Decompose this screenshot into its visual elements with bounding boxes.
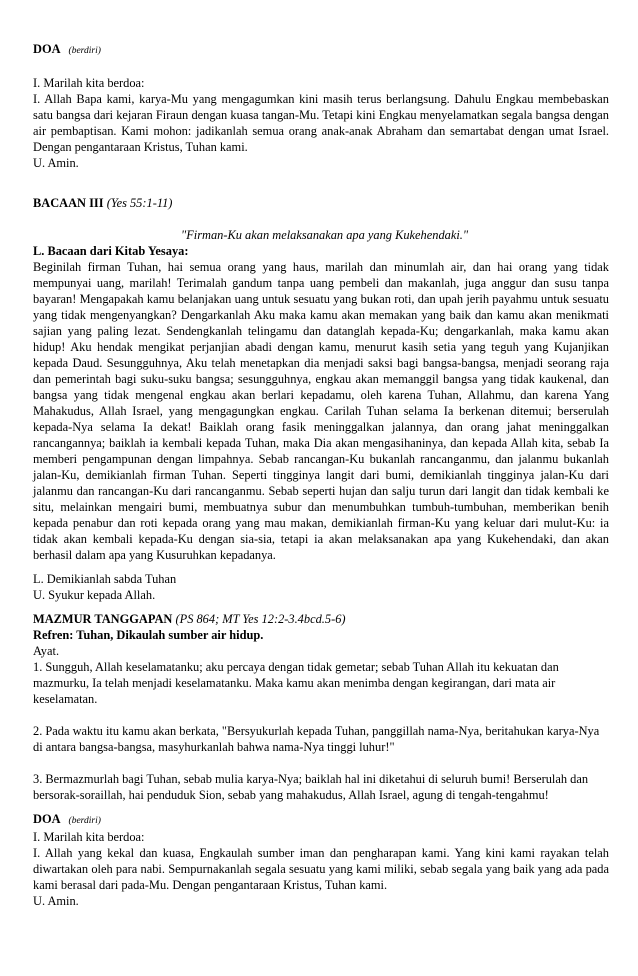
bacaan-title: BACAAN III	[33, 196, 104, 210]
doa-prayer-text: I. Allah Bapa kami, karya-Mu yang mengagumkan kini masih terus berlangsung. Dahulu Engkau membebaskan satu bangsa dari kejaran Firaun dengan kuasa tangan-Mu. Tetapi kini Engkau menyelamatkan segala bangsa dengan air pembaptisan. Kami mohon: jadikanlah semua orang anak-anak Abraham dan semartabat dengan umat Israel. Dengan pengantaraan Kristus, Tuhan kami.	[33, 92, 609, 154]
bacaan-source-title: L. Bacaan dari Kitab Yesaya:	[33, 244, 189, 258]
mazmur-title: MAZMUR TANGGAPAN	[33, 612, 173, 626]
bacaan-reference: (Yes 55:1-11)	[106, 196, 173, 210]
doa2-heading	[33, 811, 609, 829]
mazmur-verse-3: 3. Bermazmurlah bagi Tuhan, sebab mulia karya-Nya; baiklah hal ini diketahui di seluruh bumi! Berserulah dan bersorak-soraillah, hai penduduk Sion, sebab yang mahakudus, Allah Israel, agung di tengah-tengahmu!	[33, 772, 589, 802]
mazmur-ayat-label: Ayat.	[33, 644, 60, 658]
doa-intro: I. Marilah kita berdoa:	[33, 76, 145, 90]
doa2-title: DOA	[33, 812, 61, 826]
doa-heading	[33, 41, 609, 59]
doa-title: DOA	[33, 42, 61, 56]
bacaan-closing: L. Demikianlah sabda Tuhan	[33, 572, 177, 586]
mazmur-verse-1: 1. Sungguh, Allah keselamatanku; aku percaya dengan tidak gemetar; sebab Tuhan Allah itu kekuatan dan mazmurku, Ia telah menjadi keselamatanku. Maka kamu akan menimba dengan kegirangan, dari mata air keselamatan.	[33, 660, 559, 706]
document-page	[33, 41, 609, 909]
mazmur-heading	[33, 611, 609, 627]
mazmur-refrain: Refren: Tuhan, Dikaulah sumber air hidup.	[33, 628, 264, 642]
bacaan-motto: "Firman-Ku akan melaksanakan apa yang Kukehendaki."	[181, 228, 469, 242]
mazmur-verse-2: 2. Pada waktu itu kamu akan berkata, "Bersyukurlah kepada Tuhan, panggillah nama-Nya, beritahukan karya-Nya di antara bangsa-bangsa, masyhurkanlah bahwa nama-Nya tinggi luhur!"	[33, 724, 600, 754]
mazmur-reference: (PS 864; MT Yes 12:2-3.4bcd.5-6)	[175, 612, 346, 626]
doa2-prayer-text: I. Allah yang kekal dan kuasa, Engkaulah sumber iman dan pengharapan kami. Yang kini kami rayakan telah diwartakan oleh para nabi. Sempurnakanlah segala sesuatu yang kami miliki, sebab segala yang baik yang ada pada kami berasal dari pada-Mu. Dengan pengantaraan Kristus, Tuhan kami.	[33, 846, 609, 892]
doa2-amin: U. Amin.	[33, 894, 79, 908]
doa-posture-note: (berdiri)	[68, 46, 101, 56]
doa2-intro: I. Marilah kita berdoa:	[33, 830, 145, 844]
doa2-posture-note: (berdiri)	[68, 816, 101, 826]
bacaan-response: U. Syukur kepada Allah.	[33, 588, 156, 602]
bacaan-heading	[33, 195, 609, 211]
doa-amin: U. Amin.	[33, 156, 79, 170]
bacaan-text: Beginilah firman Tuhan, hai semua orang yang haus, marilah dan minumlah air, dan hai orang yang tidak mempunyai uang, marilah! Terimalah gandum tanpa uang pembeli dan makanlah, juga anggur dan susu tanpa bayaran! Mengapakah kamu belanjakan uang untuk sesuatu yang bukan roti, dan upah jerih payahmu untuk sesuatu yang tidak mengenyangkan? Dengarkanlah Aku maka kamu akan memakan yang baik dan kamu akan menikmati sajian yang paling lezat. Sendengkanlah telingamu dan datanglah kepada-Ku; dengarkanlah, maka kamu akan hidup! Aku hendak mengikat perjanjian abadi dengan kamu, menurut kasih setia yang teguh yang Kujanjikan kepada Daud. Sesungguhnya, Aku telah menetapkan dia menjadi saksi bagi bangsa-bangsa, menjadi seorang raja dan pemerintah bagi suku-suku bangsa; sesungguhnya, engkau akan memanggil bangsa yang tidak kaukenal, dan bangsa yang tidak mengenal engkau akan berlari kepadamu, oleh karena Tuhan, Allahmu, dan karena Yang Mahakudus, Allah Israel, yang mengagungkan engkau. Carilah Tuhan selama Ia berkenan ditemui; berserulah kepada-Nya selama Ia dekat! Baiklah orang fasik meninggalkan jalannya, dan orang jahat meninggalkan rancangannya; baiklah ia kembali kepada Tuhan, maka Dia akan mengasihaninya, dan kepada Allah kita, sebab Ia memberi pengampunan dengan limpahnya. Sebab rancangan-Ku bukanlah rancanganmu, dan jalanmu bukanlah jalan-Ku, demikianlah firman Tuhan. Seperti tingginya langit dari bumi, demikianlah tingginya jalan-Ku dari jalanmu dan rancangan-Ku dari rancanganmu. Sebab seperti hujan dan salju turun dari langit dan tidak kembali ke situ, melainkan mengairi bumi, membuatnya subur dan menumbuhkan tumbuh-tumbuhan, memberikan benih kepada penabur dan roti kepada orang yang mau makan, demikianlah firman-Ku yang keluar dari mulut-Ku: ia tidak akan kembali kepada-Ku dengan sia-sia, tetapi ia akan melaksanakan apa yang Kukehendaki, dan akan berhasil dalam apa yang Kusuruhkan kepadanya.	[33, 260, 609, 562]
